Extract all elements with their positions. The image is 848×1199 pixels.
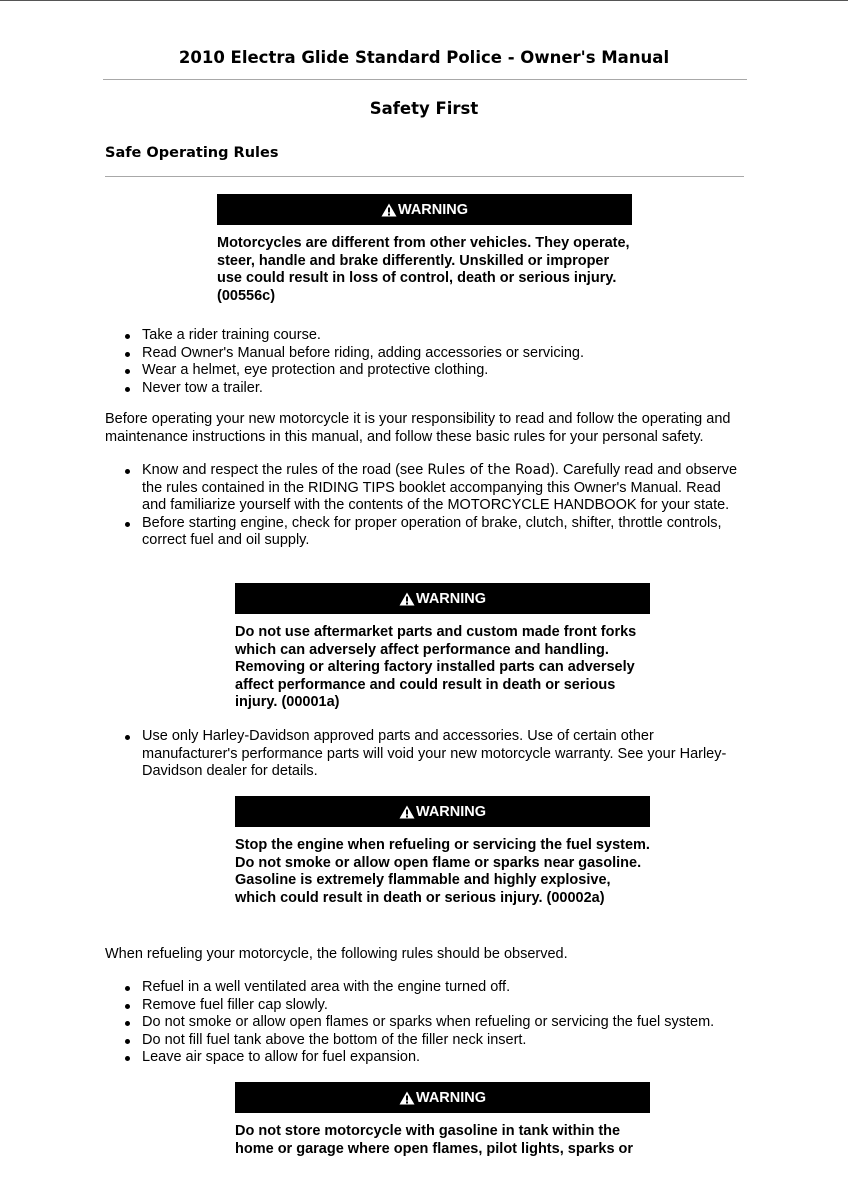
warning-label: WARNING bbox=[415, 1089, 487, 1106]
list-item: Do not smoke or allow open flames or sparks when refueling or servicing the fuel system. bbox=[142, 1014, 762, 1032]
refuel-paragraph: When refueling your motorcycle, the following rules should be observed. bbox=[105, 946, 568, 962]
list-item bbox=[142, 462, 748, 515]
warning-box-2 bbox=[235, 583, 650, 712]
list-item: Leave air space to allow for fuel expansion. bbox=[142, 1049, 762, 1067]
warning-header bbox=[235, 1082, 650, 1113]
warning-header bbox=[235, 583, 650, 614]
list-item: Wear a helmet, eye protection and protective clothing. bbox=[142, 362, 762, 380]
subsection-title: Safe Operating Rules bbox=[105, 145, 279, 161]
warning-triangle-icon bbox=[399, 805, 415, 819]
warning-text: Motorcycles are different from other vehicles. They operate, steer, handle and brake differently. Unskilled or improper use could result in loss of control, death or serious injury. (00556c) bbox=[217, 235, 630, 304]
warning-text: Do not store motorcycle with gasoline in tank within the home or garage where open flames, pilot lights, sparks or bbox=[235, 1123, 634, 1157]
document-title: 2010 Electra Glide Standard Police - Owner's Manual bbox=[178, 48, 670, 67]
warning-label: WARNING bbox=[415, 803, 487, 820]
safety-list-3 bbox=[105, 728, 742, 781]
list-item-text: Know and respect the rules of the road (see bbox=[142, 462, 428, 478]
list-item: Take a rider training course. bbox=[142, 327, 762, 345]
list-item-text: ). Carefully read and observe the rules contained in the RIDING TIPS booklet accompanying this Owner's Manual. Read and familiarize yourself with the contents of the MOTORCYCLE HANDBOOK for your state. bbox=[142, 462, 738, 513]
top-border bbox=[0, 0, 848, 1]
warning-triangle-icon bbox=[399, 1091, 415, 1105]
list-item: Read Owner's Manual before riding, adding accessories or servicing. bbox=[142, 345, 762, 363]
warning-label: WARNING bbox=[415, 590, 487, 607]
warning-box-3 bbox=[235, 796, 650, 907]
safety-list-2 bbox=[105, 462, 748, 550]
intro-paragraph: Before operating your new motorcycle it is your responsibility to read and follow the operating and maintenance instructions in this manual, and follow these basic rules for your personal safety. bbox=[105, 411, 731, 445]
warning-triangle-icon bbox=[381, 203, 397, 217]
list-item: Refuel in a well ventilated area with the engine turned off. bbox=[142, 979, 762, 997]
warning-header bbox=[235, 796, 650, 827]
warning-label: WARNING bbox=[397, 201, 469, 218]
warning-box-4 bbox=[235, 1082, 650, 1158]
subsection-divider bbox=[105, 176, 744, 177]
list-item: Use only Harley-Davidson approved parts and accessories. Use of certain other manufacturer's performance parts will void your new motorcycle warranty. See your Harley-Davidson dealer for details. bbox=[142, 728, 742, 781]
rules-of-the-road-link[interactable]: Rules of the Road bbox=[427, 462, 551, 478]
title-divider bbox=[103, 79, 747, 80]
warning-header bbox=[217, 194, 632, 225]
warning-text: Do not use aftermarket parts and custom made front forks which can adversely affect performance and handling. Removing or altering factory installed parts can adversely affect performance and could result in death or serious injury. (00001a) bbox=[235, 624, 637, 710]
list-item: Before starting engine, check for proper operation of brake, clutch, shifter, throttle controls, correct fuel and oil supply. bbox=[142, 515, 748, 550]
list-item: Remove fuel filler cap slowly. bbox=[142, 997, 762, 1015]
warning-box-1 bbox=[217, 194, 632, 305]
warning-text: Stop the engine when refueling or servicing the fuel system. Do not smoke or allow open flame or sparks near gasoline. Gasoline is extremely flammable and highly explosive, which could result in death or serious injury. (00002a) bbox=[235, 837, 650, 906]
safety-list-1 bbox=[105, 327, 762, 397]
refuel-rules-list bbox=[105, 979, 762, 1067]
list-item: Never tow a trailer. bbox=[142, 380, 762, 398]
section-title: Safety First bbox=[369, 99, 479, 118]
list-item: Do not fill fuel tank above the bottom of the filler neck insert. bbox=[142, 1032, 762, 1050]
warning-triangle-icon bbox=[399, 592, 415, 606]
